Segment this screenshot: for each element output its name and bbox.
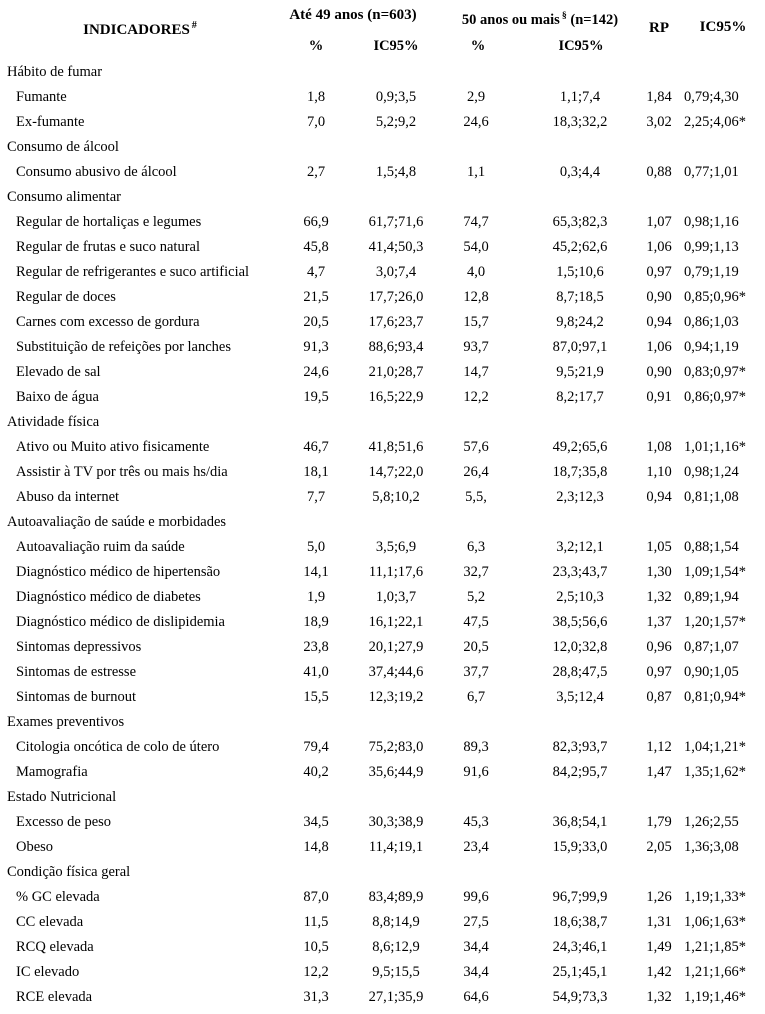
table-row	[0, 835, 765, 860]
cell-ic95-rp: 0,79;4,30	[684, 89, 739, 105]
cell-ic95-group2: 3,5;12,4	[556, 689, 604, 705]
cell-pct-group1: 4,7	[306, 264, 326, 280]
cell-ic95-group1: 41,8;51,6	[368, 439, 424, 455]
cell-pct-group2: 99,6	[463, 889, 489, 905]
cell-pct-group1: 19,5	[303, 389, 329, 405]
group2-n-label: (n=142)	[570, 11, 619, 28]
table-row	[0, 635, 765, 660]
cell-ic95-group2: 1,5;10,6	[556, 264, 604, 280]
cell-rp: 1,10	[646, 464, 672, 480]
indicator-label: Regular de doces	[16, 289, 116, 305]
cell-ic95-group1: 16,5;22,9	[368, 389, 424, 405]
table-row	[0, 210, 765, 235]
indicadores-footnote-marker: #	[191, 20, 197, 31]
cell-ic95-group1: 35,6;44,9	[368, 764, 424, 780]
cell-pct-group2: 26,4	[463, 464, 489, 480]
cell-ic95-group1: 16,1;22,1	[368, 614, 424, 630]
cell-ic95-group1: 37,4;44,6	[368, 664, 424, 680]
indicator-label: Mamografia	[16, 764, 88, 780]
cell-ic95-rp: 0,89;1,94	[684, 589, 739, 605]
cell-rp: 1,07	[646, 214, 672, 230]
cell-ic95-group1: 0,9;3,5	[375, 89, 417, 105]
cell-pct-group2: 2,9	[466, 89, 486, 105]
cell-pct-group1: 45,8	[303, 239, 329, 255]
table-row	[0, 535, 765, 560]
column-header-indicadores	[0, 20, 280, 39]
table-row	[0, 460, 765, 485]
cell-pct-group2: 64,6	[463, 989, 489, 1005]
cell-ic95-group1: 11,1;17,6	[368, 564, 424, 580]
cell-ic95-group2: 82,3;93,7	[552, 739, 608, 755]
cell-ic95-group2: 1,1;7,4	[559, 89, 601, 105]
table-row	[0, 560, 765, 585]
indicator-label: Ex-fumante	[16, 114, 85, 130]
cell-ic95-rp: 1,06;1,63*	[684, 914, 747, 930]
table-row	[0, 360, 765, 385]
cell-rp: 0,97	[646, 264, 672, 280]
cell-ic95-rp: 0,87;1,07	[684, 639, 739, 655]
table-row	[0, 910, 765, 935]
column-header-pct-group1: %	[308, 38, 324, 54]
group-label: Exames preventivos	[7, 714, 125, 730]
cell-ic95-group1: 41,4;50,3	[368, 239, 424, 255]
cell-ic95-rp: 1,35;1,62*	[684, 764, 747, 780]
cell-ic95-group1: 14,7;22,0	[368, 464, 424, 480]
indicator-label: Assistir à TV por três ou mais hs/dia	[16, 464, 228, 480]
cell-pct-group1: 5,0	[306, 539, 326, 555]
cell-ic95-group2: 49,2;65,6	[552, 439, 608, 455]
cell-pct-group1: 40,2	[303, 764, 329, 780]
cell-pct-group2: 54,0	[463, 239, 489, 255]
cell-ic95-rp: 2,25;4,06*	[684, 114, 747, 130]
cell-rp: 1,37	[646, 614, 672, 630]
cell-pct-group1: 79,4	[303, 739, 329, 755]
cell-pct-group2: 6,7	[466, 689, 486, 705]
indicator-label: Sintomas de burnout	[16, 689, 137, 705]
cell-pct-group2: 5,2	[466, 589, 486, 605]
cell-ic95-group2: 15,9;33,0	[552, 839, 608, 855]
table-row	[0, 85, 765, 110]
table-group-row	[0, 185, 765, 210]
cell-ic95-group1: 20,1;27,9	[368, 639, 424, 655]
indicator-label: IC elevado	[16, 964, 80, 980]
cell-pct-group2: 23,4	[463, 839, 489, 855]
indicator-label: CC elevada	[16, 914, 84, 930]
cell-ic95-rp: 0,77;1,01	[684, 164, 739, 180]
table-row	[0, 885, 765, 910]
cell-ic95-group2: 87,0;97,1	[552, 339, 608, 355]
cell-ic95-rp: 0,94;1,19	[684, 339, 739, 355]
indicator-label: RCQ elevada	[16, 939, 94, 955]
cell-ic95-rp: 1,19;1,46*	[684, 989, 747, 1005]
table-row	[0, 760, 765, 785]
cell-ic95-rp: 1,04;1,21*	[684, 739, 747, 755]
indicator-label: RCE elevada	[16, 989, 93, 1005]
indicator-label: Regular de hortaliças e legumes	[16, 214, 202, 230]
indicator-label: Elevado de sal	[16, 364, 101, 380]
cell-ic95-group2: 24,3;46,1	[552, 939, 608, 955]
group-label: Consumo alimentar	[7, 189, 121, 205]
cell-rp: 0,97	[646, 664, 672, 680]
cell-ic95-rp: 0,98;1,24	[684, 464, 739, 480]
cell-pct-group1: 66,9	[303, 214, 329, 230]
cell-ic95-rp: 0,81;1,08	[684, 489, 739, 505]
cell-pct-group1: 31,3	[303, 989, 329, 1005]
cell-pct-group1: 46,7	[303, 439, 329, 455]
column-group-header-ate-49-anos	[268, 7, 438, 24]
cell-ic95-rp: 0,88;1,54	[684, 539, 739, 555]
cell-pct-group1: 14,1	[303, 564, 329, 580]
indicator-label: % GC elevada	[16, 889, 100, 905]
cell-pct-group2: 4,0	[466, 264, 486, 280]
indicator-label: Sintomas de estresse	[16, 664, 137, 680]
cell-pct-group2: 14,7	[463, 364, 489, 380]
cell-ic95-group2: 8,7;18,5	[556, 289, 604, 305]
indicator-label: Regular de frutas e suco natural	[16, 239, 200, 255]
cell-ic95-group2: 9,8;24,2	[556, 314, 604, 330]
cell-ic95-group2: 2,3;12,3	[556, 489, 604, 505]
cell-rp: 1,08	[646, 439, 672, 455]
cell-pct-group2: 6,3	[466, 539, 486, 555]
cell-rp: 0,90	[646, 364, 672, 380]
table-row	[0, 960, 765, 985]
column-group-header-50-anos-ou-mais	[440, 10, 640, 29]
cell-ic95-group2: 28,8;47,5	[552, 664, 608, 680]
cell-rp: 1,26	[646, 889, 672, 905]
cell-ic95-rp: 0,90;1,05	[684, 664, 739, 680]
cell-ic95-group1: 9,5;15,5	[372, 964, 420, 980]
cell-pct-group1: 1,8	[306, 89, 326, 105]
cell-ic95-rp: 0,86;0,97*	[684, 389, 747, 405]
cell-rp: 3,02	[646, 114, 672, 130]
cell-ic95-rp: 1,21;1,85*	[684, 939, 747, 955]
cell-rp: 2,05	[646, 839, 672, 855]
cell-pct-group1: 15,5	[303, 689, 329, 705]
cell-ic95-group2: 2,5;10,3	[556, 589, 604, 605]
column-header-pct-group2: %	[470, 38, 486, 54]
cell-ic95-group2: 18,3;32,2	[552, 114, 608, 130]
cell-pct-group1: 18,9	[303, 614, 329, 630]
group-label: Estado Nutricional	[7, 789, 117, 805]
table-group-row	[0, 785, 765, 810]
cell-pct-group1: 91,3	[303, 339, 329, 355]
indicator-label: Consumo abusivo de álcool	[16, 164, 177, 180]
cell-ic95-group1: 30,3;38,9	[368, 814, 424, 830]
group2-footnote-marker: §	[561, 10, 567, 21]
indicator-label: Fumante	[16, 89, 67, 105]
cell-ic95-group2: 25,1;45,1	[552, 964, 608, 980]
group-label: Consumo de álcool	[7, 139, 119, 155]
cell-ic95-group2: 38,5;56,6	[552, 614, 608, 630]
cell-pct-group2: 5,5,	[465, 489, 487, 505]
cell-ic95-rp: 0,98;1,16	[684, 214, 739, 230]
cell-ic95-rp: 1,19;1,33*	[684, 889, 747, 905]
cell-pct-group1: 2,7	[306, 164, 326, 180]
indicator-label: Carnes com excesso de gordura	[16, 314, 200, 330]
cell-pct-group2: 93,7	[463, 339, 489, 355]
table-header	[0, 0, 765, 60]
cell-ic95-group1: 5,2;9,2	[375, 114, 417, 130]
cell-ic95-group2: 23,3;43,7	[552, 564, 608, 580]
cell-pct-group2: 12,8	[463, 289, 489, 305]
column-header-ic95-group2: IC95%	[558, 38, 604, 54]
cell-pct-group1: 1,9	[306, 589, 326, 605]
cell-pct-group1: 23,8	[303, 639, 329, 655]
cell-rp: 1,42	[646, 964, 672, 980]
cell-ic95-rp: 0,79;1,19	[684, 264, 739, 280]
cell-pct-group1: 34,5	[303, 814, 329, 830]
cell-ic95-group1: 3,0;7,4	[375, 264, 417, 280]
indicator-label: Baixo de água	[16, 389, 99, 405]
table-row	[0, 935, 765, 960]
group-label: Condição física geral	[7, 864, 131, 880]
cell-rp: 1,84	[646, 89, 672, 105]
cell-ic95-group2: 3,2;12,1	[556, 539, 604, 555]
cell-pct-group1: 41,0	[303, 664, 329, 680]
indicator-label: Sintomas depressivos	[16, 639, 142, 655]
cell-ic95-rp: 1,09;1,54*	[684, 564, 747, 580]
indicator-label: Excesso de peso	[16, 814, 112, 830]
cell-rp: 1,32	[646, 989, 672, 1005]
cell-ic95-group1: 12,3;19,2	[368, 689, 424, 705]
indicator-label: Diagnóstico médico de hipertensão	[16, 564, 221, 580]
group2-label: 50 anos ou mais	[461, 11, 560, 28]
table-row	[0, 310, 765, 335]
table-row	[0, 235, 765, 260]
cell-ic95-group1: 1,5;4,8	[375, 164, 417, 180]
cell-ic95-rp: 1,01;1,16*	[684, 439, 747, 455]
cell-pct-group2: 12,2	[463, 389, 489, 405]
cell-pct-group2: 20,5	[463, 639, 489, 655]
group-label: Hábito de fumar	[7, 64, 103, 80]
table-row	[0, 735, 765, 760]
cell-rp: 0,90	[646, 289, 672, 305]
cell-pct-group2: 24,6	[463, 114, 489, 130]
cell-rp: 1,32	[646, 589, 672, 605]
cell-rp: 0,94	[646, 489, 672, 505]
column-header-indicadores-label: INDICADORES	[83, 22, 190, 38]
cell-rp: 1,49	[646, 939, 672, 955]
cell-ic95-rp: 0,85;0,96*	[684, 289, 747, 305]
cell-pct-group2: 15,7	[463, 314, 489, 330]
cell-pct-group1: 11,5	[303, 914, 329, 930]
indicator-label: Citologia oncótica de colo de útero	[16, 739, 220, 755]
cell-pct-group2: 32,7	[463, 564, 489, 580]
cell-ic95-group2: 96,7;99,9	[552, 889, 608, 905]
cell-ic95-group2: 45,2;62,6	[552, 239, 608, 255]
cell-pct-group1: 87,0	[303, 889, 329, 905]
cell-pct-group1: 14,8	[303, 839, 329, 855]
indicator-label: Autoavaliação ruim da saúde	[16, 539, 185, 555]
table-row	[0, 110, 765, 135]
cell-ic95-rp: 0,99;1,13	[684, 239, 739, 255]
cell-rp: 0,91	[646, 389, 672, 405]
cell-pct-group2: 74,7	[463, 214, 489, 230]
cell-ic95-group2: 0,3;4,4	[559, 164, 601, 180]
table-row	[0, 660, 765, 685]
table-row	[0, 585, 765, 610]
indicator-label: Ativo ou Muito ativo fisicamente	[16, 439, 210, 455]
cell-ic95-group2: 84,2;95,7	[552, 764, 608, 780]
table-row	[0, 610, 765, 635]
cell-pct-group1: 7,0	[306, 114, 326, 130]
cell-ic95-rp: 1,21;1,66*	[684, 964, 747, 980]
group-label: Autoavaliação de saúde e morbidades	[7, 514, 227, 530]
column-header-ic95-rp: IC95%	[699, 19, 747, 35]
cell-ic95-group1: 61,7;71,6	[368, 214, 424, 230]
cell-ic95-group1: 8,8;14,9	[372, 914, 420, 930]
table-row	[0, 160, 765, 185]
cell-ic95-group2: 9,5;21,9	[556, 364, 604, 380]
cell-ic95-group1: 83,4;89,9	[368, 889, 424, 905]
cell-rp: 1,30	[646, 564, 672, 580]
cell-pct-group1: 24,6	[303, 364, 329, 380]
indicator-label: Obeso	[16, 839, 54, 855]
cell-ic95-group1: 1,0;3,7	[375, 589, 417, 605]
cell-pct-group2: 57,6	[463, 439, 489, 455]
cell-rp: 1,47	[646, 764, 672, 780]
cell-ic95-group2: 18,7;35,8	[552, 464, 608, 480]
table-row	[0, 335, 765, 360]
cell-ic95-group1: 8,6;12,9	[372, 939, 420, 955]
cell-ic95-group2: 65,3;82,3	[552, 214, 608, 230]
table-row	[0, 385, 765, 410]
cell-ic95-group1: 75,2;83,0	[368, 739, 424, 755]
cell-pct-group1: 20,5	[303, 314, 329, 330]
cell-pct-group2: 27,5	[463, 914, 489, 930]
cell-ic95-group1: 27,1;35,9	[368, 989, 424, 1005]
cell-ic95-group1: 17,6;23,7	[368, 314, 424, 330]
cell-rp: 0,87	[646, 689, 672, 705]
cell-ic95-group1: 3,5;6,9	[375, 539, 417, 555]
cell-ic95-group1: 17,7;26,0	[368, 289, 424, 305]
cell-ic95-group2: 8,2;17,7	[556, 389, 604, 405]
group1-label: Até 49 anos (n=603)	[289, 7, 417, 23]
table-group-row	[0, 710, 765, 735]
cell-rp: 1,06	[646, 239, 672, 255]
cell-rp: 1,12	[646, 739, 672, 755]
cell-pct-group1: 12,2	[303, 964, 329, 980]
cell-pct-group1: 10,5	[303, 939, 329, 955]
table-row	[0, 685, 765, 710]
cell-pct-group2: 34,4	[463, 939, 489, 955]
cell-pct-group2: 91,6	[463, 764, 489, 780]
cell-ic95-rp: 0,86;1,03	[684, 314, 739, 330]
cell-ic95-rp: 1,36;3,08	[684, 839, 739, 855]
cell-ic95-group2: 18,6;38,7	[552, 914, 608, 930]
cell-pct-group1: 21,5	[303, 289, 329, 305]
cell-ic95-rp: 0,81;0,94*	[684, 689, 747, 705]
cell-pct-group2: 89,3	[463, 739, 489, 755]
cell-pct-group1: 7,7	[306, 489, 326, 505]
table-row	[0, 285, 765, 310]
indicator-label: Regular de refrigerantes e suco artificial	[16, 264, 250, 280]
table-row	[0, 810, 765, 835]
cell-pct-group2: 37,7	[463, 664, 489, 680]
column-header-rp: RP	[649, 20, 669, 36]
indicator-label: Diagnóstico médico de dislipidemia	[16, 614, 225, 630]
cell-pct-group1: 18,1	[303, 464, 329, 480]
table-row	[0, 985, 765, 1010]
table-row	[0, 260, 765, 285]
cell-pct-group2: 47,5	[463, 614, 489, 630]
table-group-row	[0, 135, 765, 160]
cell-ic95-group2: 36,8;54,1	[552, 814, 608, 830]
cell-ic95-rp: 1,20;1,57*	[684, 614, 747, 630]
cell-ic95-group1: 5,8;10,2	[372, 489, 420, 505]
cell-ic95-rp: 1,26;2,55	[684, 814, 739, 830]
table-group-row	[0, 860, 765, 885]
group-label: Atividade física	[7, 414, 100, 430]
table-group-row	[0, 510, 765, 535]
cell-rp: 0,88	[646, 164, 672, 180]
table-group-row	[0, 60, 765, 85]
cell-ic95-group1: 11,4;19,1	[368, 839, 424, 855]
cell-ic95-group1: 21,0;28,7	[368, 364, 424, 380]
cell-rp: 1,05	[646, 539, 672, 555]
table-body	[0, 60, 765, 1010]
table-group-row	[0, 410, 765, 435]
cell-pct-group2: 34,4	[463, 964, 489, 980]
column-header-ic95-group1: IC95%	[373, 38, 419, 54]
cell-ic95-group1: 88,6;93,4	[368, 339, 424, 355]
indicator-label: Diagnóstico médico de diabetes	[16, 589, 201, 605]
cell-rp: 1,06	[646, 339, 672, 355]
cell-ic95-rp: 0,83;0,97*	[684, 364, 747, 380]
indicator-label: Substituição de refeições por lanches	[16, 339, 232, 355]
table-row	[0, 435, 765, 460]
cell-rp: 1,31	[646, 914, 672, 930]
cell-pct-group2: 45,3	[463, 814, 489, 830]
cell-rp: 0,94	[646, 314, 672, 330]
cell-ic95-group2: 54,9;73,3	[552, 989, 608, 1005]
cell-rp: 1,79	[646, 814, 672, 830]
cell-rp: 0,96	[646, 639, 672, 655]
indicator-label: Abuso da internet	[16, 489, 120, 505]
cell-ic95-group2: 12,0;32,8	[552, 639, 608, 655]
table-row	[0, 485, 765, 510]
cell-pct-group2: 1,1	[466, 164, 486, 180]
